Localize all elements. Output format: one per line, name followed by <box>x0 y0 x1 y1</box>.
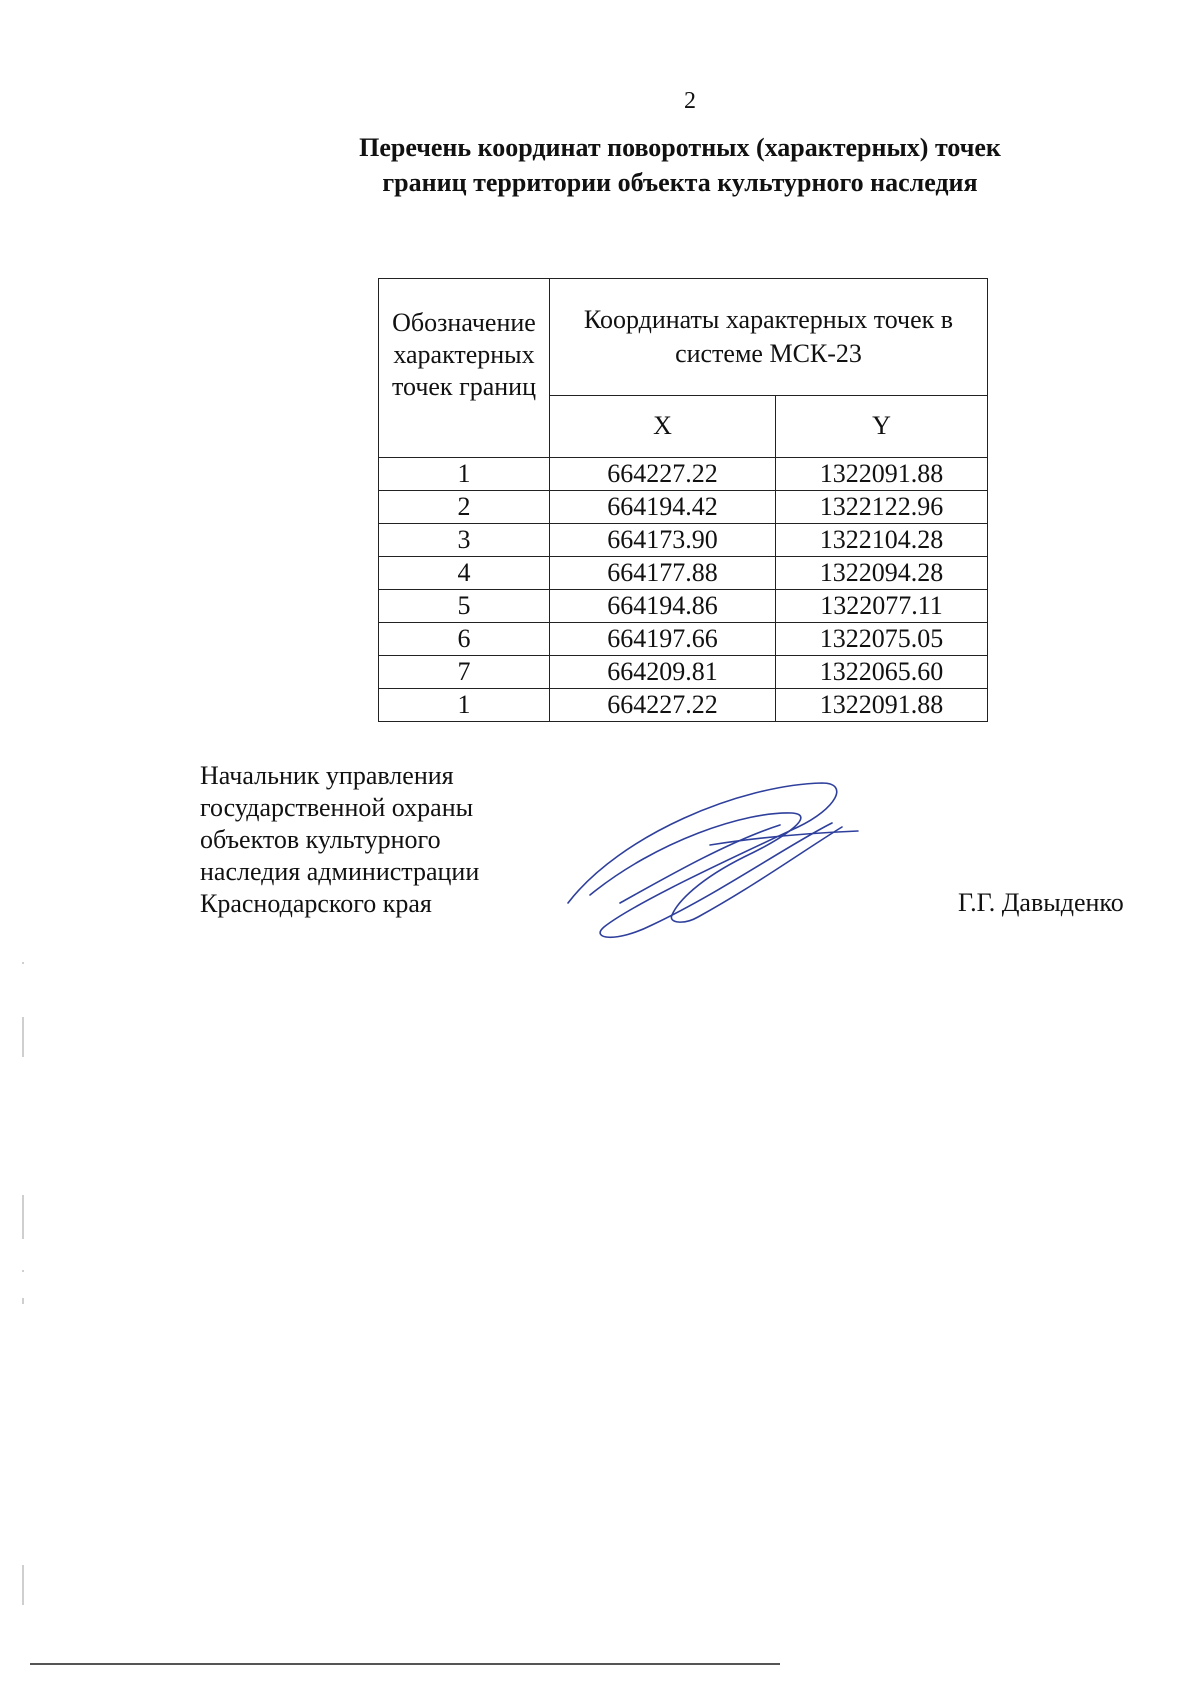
header-designation: Обозначение характерных точек границ <box>379 279 550 458</box>
table-row <box>379 524 988 557</box>
y-cell: 1322075.05 <box>776 623 988 656</box>
point-cell: 7 <box>379 656 550 689</box>
point-cell: 2 <box>379 491 550 524</box>
y-cell: 1322094.28 <box>776 557 988 590</box>
y-cell: 1322104.28 <box>776 524 988 557</box>
title-line-1: Перечень координат поворотных (характерных) точек <box>359 133 1001 162</box>
scan-edge-line <box>30 1663 780 1665</box>
header-y: Y <box>776 395 988 457</box>
x-cell: 664227.22 <box>550 689 776 722</box>
x-cell: 664173.90 <box>550 524 776 557</box>
y-cell: 1322091.88 <box>776 689 988 722</box>
x-cell: 664194.86 <box>550 590 776 623</box>
scan-artifact <box>22 1270 24 1272</box>
position-line: государственной охраны <box>200 793 474 822</box>
header-coordinates: Координаты характерных точек в системе МСК-23 <box>550 279 988 396</box>
x-cell: 664197.66 <box>550 623 776 656</box>
scan-artifact <box>22 1195 24 1239</box>
point-cell: 6 <box>379 623 550 656</box>
x-cell: 664194.42 <box>550 491 776 524</box>
position-line: наследия администрации <box>200 857 480 886</box>
page-number: 2 <box>684 88 696 114</box>
handwritten-signature <box>560 775 860 945</box>
scan-artifact <box>22 1017 24 1057</box>
scan-artifact <box>22 1298 24 1304</box>
point-cell: 1 <box>379 458 550 491</box>
coordinates-table <box>378 278 988 722</box>
y-cell: 1322091.88 <box>776 458 988 491</box>
table-row <box>379 656 988 689</box>
x-cell: 664209.81 <box>550 656 776 689</box>
point-cell: 4 <box>379 557 550 590</box>
point-cell: 1 <box>379 689 550 722</box>
table-row <box>379 491 988 524</box>
y-cell: 1322122.96 <box>776 491 988 524</box>
signer-name: Г.Г. Давыденко <box>958 888 1124 917</box>
point-cell: 3 <box>379 524 550 557</box>
title-line-2: границ территории объекта культурного наследия <box>382 168 978 197</box>
signature-block <box>200 760 479 920</box>
table-row <box>379 623 988 656</box>
y-cell: 1322065.60 <box>776 656 988 689</box>
y-cell: 1322077.11 <box>776 590 988 623</box>
header-x: X <box>550 395 776 457</box>
scan-artifact <box>22 1565 24 1605</box>
x-cell: 664227.22 <box>550 458 776 491</box>
table-row <box>379 689 988 722</box>
position-line: Краснодарского края <box>200 889 432 918</box>
table-row <box>379 557 988 590</box>
table-row <box>379 590 988 623</box>
scan-artifact <box>22 962 24 964</box>
point-cell: 5 <box>379 590 550 623</box>
position-line: Начальник управления <box>200 761 454 790</box>
position-line: объектов культурного <box>200 825 441 854</box>
x-cell: 664177.88 <box>550 557 776 590</box>
table-row <box>379 458 988 491</box>
document-title <box>300 130 1060 200</box>
